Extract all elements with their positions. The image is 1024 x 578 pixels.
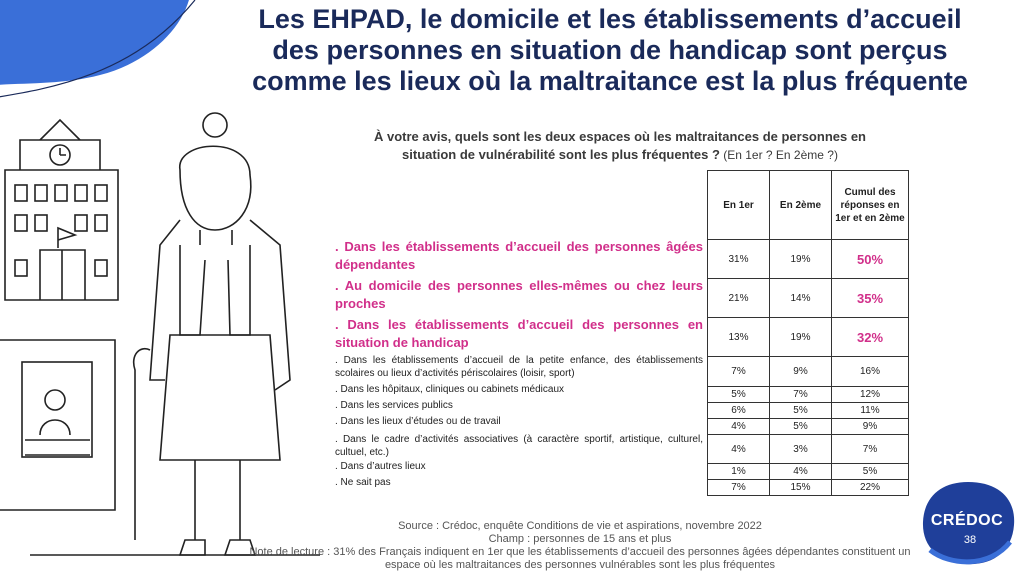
cell: 7% <box>832 435 909 464</box>
cell: 14% <box>770 279 832 318</box>
table-row <box>708 419 909 435</box>
cell: 19% <box>770 240 832 279</box>
cell: 16% <box>832 357 909 387</box>
question-line: À votre avis, quels sont les deux espaces où les maltraitances de personnes en <box>373 129 867 144</box>
results-table <box>707 170 909 496</box>
cell: 5% <box>708 387 770 403</box>
cell: 32% <box>832 318 909 357</box>
cell: 7% <box>708 480 770 496</box>
cell: 7% <box>770 387 832 403</box>
header-first: En 1er <box>708 171 770 240</box>
cell: 21% <box>708 279 770 318</box>
row-label: . Dans les établissements d’accueil des personnes âgées dépendantes <box>335 239 703 272</box>
cell: 12% <box>832 387 909 403</box>
row-label: . Dans les services publics <box>335 400 453 411</box>
row-label: . Dans les établissements d’accueil des personnes en situation de handicap <box>335 317 703 350</box>
title-line: Les EHPAD, le domicile et les établissements d’accueil <box>258 4 962 34</box>
cell: 6% <box>708 403 770 419</box>
cell: 5% <box>832 464 909 480</box>
table-row <box>708 480 909 496</box>
cell: 15% <box>770 480 832 496</box>
cell: 4% <box>708 435 770 464</box>
table-row <box>708 464 909 480</box>
decorative-blob <box>0 0 220 110</box>
header-cumul: Cumul des réponses en 1er et en 2ème <box>832 171 909 240</box>
cell: 22% <box>832 480 909 496</box>
row-label: . Dans les lieux d’études ou de travail <box>335 416 501 427</box>
cell: 4% <box>708 419 770 435</box>
table-row <box>708 403 909 419</box>
cell: 11% <box>832 403 909 419</box>
table-row <box>708 387 909 403</box>
title-line: comme les lieux où la maltraitance est la plus fréquente <box>252 66 968 96</box>
row-label: . Dans le cadre d’activités associatives (à caractère sportif, artistique, culturel, cultuel, etc.) <box>335 434 703 458</box>
cell: 50% <box>832 240 909 279</box>
question-line: situation de vulnérabilité sont les plus fréquentes ? <box>402 147 720 162</box>
cell: 1% <box>708 464 770 480</box>
cell: 3% <box>770 435 832 464</box>
table-row <box>708 318 909 357</box>
table-row <box>708 435 909 464</box>
cell: 9% <box>770 357 832 387</box>
page-number: 38 <box>963 534 977 546</box>
table-row <box>708 357 909 387</box>
row-label: . Dans les établissements d’accueil de la petite enfance, des établissements scolaires ou lieux d’activités périscolaires (loisir, sport) <box>335 355 703 379</box>
page-title <box>200 4 1020 97</box>
source-text: Source : Crédoc, enquête Conditions de vie et aspirations, novembre 2022 <box>398 520 762 532</box>
note-text: espace où les maltraitances des personnes vulnérables sont les plus fréquentes <box>384 559 776 571</box>
illustration <box>0 100 340 578</box>
note-text: Note de lecture : 31% des Français indiquent en 1er que les établissements d’accueil des personnes âgées dépendantes constituent un <box>249 546 911 558</box>
champ-text: Champ : personnes de 15 ans et plus <box>488 533 672 545</box>
table-row <box>708 240 909 279</box>
cell: 13% <box>708 318 770 357</box>
title-line: des personnes en situation de handicap sont perçus <box>272 35 948 65</box>
question-sub: (En 1er ? En 2ème ?) <box>719 148 838 162</box>
row-label: . Ne sait pas <box>335 477 391 488</box>
cell: 19% <box>770 318 832 357</box>
footer-notes <box>200 520 960 572</box>
cell: 31% <box>708 240 770 279</box>
table-row <box>708 279 909 318</box>
cell: 4% <box>770 464 832 480</box>
row-label: . Dans d’autres lieux <box>335 461 426 472</box>
row-label: . Au domicile des personnes elles-mêmes ou chez leurs proches <box>335 278 703 311</box>
cell: 5% <box>770 419 832 435</box>
header-second: En 2ème <box>770 171 832 240</box>
table-header-row <box>708 171 909 240</box>
cell: 35% <box>832 279 909 318</box>
cell: 7% <box>708 357 770 387</box>
row-label: . Dans les hôpitaux, cliniques ou cabinets médicaux <box>335 384 565 395</box>
cell: 5% <box>770 403 832 419</box>
cell: 9% <box>832 419 909 435</box>
survey-question <box>340 128 900 164</box>
logo-text: CRÉDOC <box>930 512 1004 529</box>
